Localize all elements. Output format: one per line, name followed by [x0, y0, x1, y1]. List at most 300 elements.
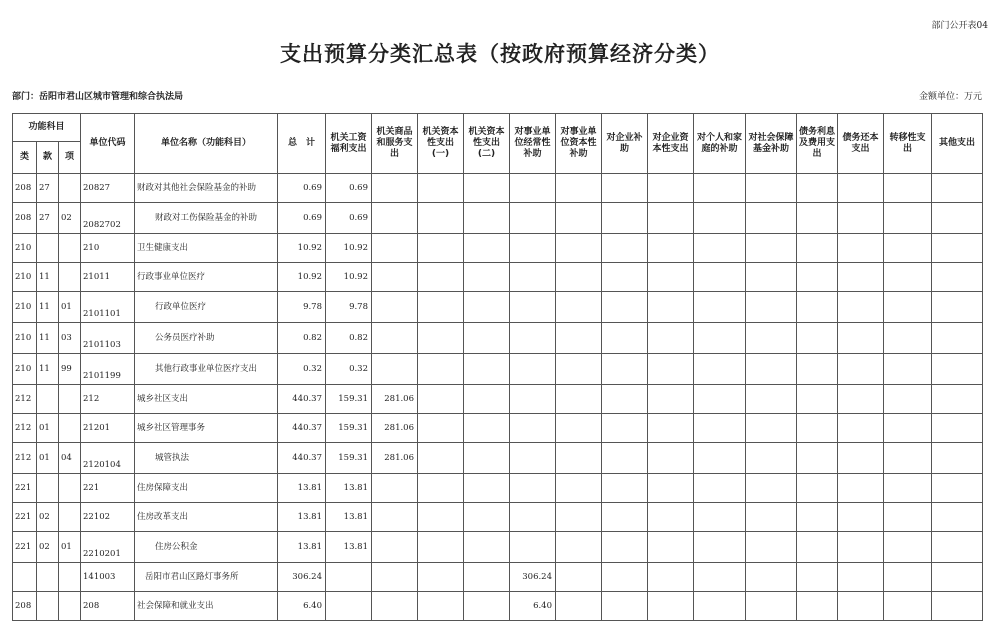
cell-col-14	[932, 385, 983, 414]
header-col-2: 机关商品和服务支出	[372, 114, 418, 174]
cell-col-2	[372, 563, 418, 592]
cell-unit-name: 城乡社区管理事务	[135, 414, 278, 443]
cell-unit-code: 2101101	[81, 292, 135, 323]
cell-kuan: 01	[37, 414, 59, 443]
cell-col-12	[838, 263, 884, 292]
cell-col-4	[464, 174, 510, 203]
cell-col-10	[746, 443, 797, 474]
header-unit-code: 单位代码	[81, 114, 135, 174]
cell-unit-name: 其他行政事业单位医疗支出	[135, 354, 278, 385]
cell-total: 306.24	[278, 563, 326, 592]
cell-xiang	[59, 234, 81, 263]
cell-xiang: 03	[59, 323, 81, 354]
cell-kuan	[37, 474, 59, 503]
cell-total: 10.92	[278, 234, 326, 263]
header-col-5: 对事业单位经常性补助	[510, 114, 556, 174]
cell-col-14	[932, 203, 983, 234]
cell-col-3	[418, 443, 464, 474]
cell-unit-code: 2082702	[81, 203, 135, 234]
cell-col-13	[884, 174, 932, 203]
cell-col-11	[797, 503, 838, 532]
cell-unit-name: 社会保障和就业支出	[135, 592, 278, 621]
cell-col-8	[648, 234, 694, 263]
cell-xiang	[59, 474, 81, 503]
cell-col-9	[694, 234, 746, 263]
cell-col-3	[418, 532, 464, 563]
cell-col-4	[464, 203, 510, 234]
cell-xiang	[59, 414, 81, 443]
cell-col-11	[797, 563, 838, 592]
cell-col-9	[694, 503, 746, 532]
cell-col-3	[418, 385, 464, 414]
cell-col-8	[648, 354, 694, 385]
cell-col-1: 0.69	[326, 203, 372, 234]
cell-col-13	[884, 474, 932, 503]
cell-xiang	[59, 563, 81, 592]
header-col-8: 对企业资本性支出	[648, 114, 694, 174]
cell-col-10	[746, 385, 797, 414]
cell-col-7	[602, 203, 648, 234]
cell-col-11	[797, 203, 838, 234]
cell-col-1: 13.81	[326, 503, 372, 532]
cell-col-10	[746, 474, 797, 503]
cell-col-2	[372, 532, 418, 563]
cell-col-13	[884, 354, 932, 385]
cell-col-12	[838, 414, 884, 443]
cell-col-7	[602, 563, 648, 592]
cell-col-8	[648, 474, 694, 503]
cell-col-7	[602, 414, 648, 443]
cell-kuan: 11	[37, 292, 59, 323]
table-body	[13, 174, 983, 621]
cell-col-9	[694, 292, 746, 323]
cell-unit-name: 公务员医疗补助	[135, 323, 278, 354]
cell-col-8	[648, 443, 694, 474]
cell-kuan	[37, 592, 59, 621]
cell-col-3	[418, 234, 464, 263]
cell-col-1	[326, 592, 372, 621]
cell-total: 0.69	[278, 174, 326, 203]
cell-col-1: 9.78	[326, 292, 372, 323]
header-lei: 类	[13, 142, 37, 174]
cell-col-1	[326, 563, 372, 592]
cell-col-7	[602, 474, 648, 503]
cell-col-10	[746, 292, 797, 323]
cell-col-4	[464, 292, 510, 323]
cell-col-4	[464, 234, 510, 263]
cell-col-2	[372, 203, 418, 234]
cell-col-4	[464, 503, 510, 532]
cell-col-7	[602, 174, 648, 203]
budget-table	[12, 113, 983, 621]
cell-kuan: 11	[37, 323, 59, 354]
cell-col-12	[838, 443, 884, 474]
cell-kuan: 11	[37, 354, 59, 385]
department-label: 部门：岳阳市君山区城市管理和综合执法局	[12, 92, 184, 102]
cell-col-14	[932, 474, 983, 503]
header-col-3: 机关资本性支出(一)	[418, 114, 464, 174]
cell-col-8	[648, 292, 694, 323]
cell-total: 10.92	[278, 263, 326, 292]
cell-unit-name: 行政单位医疗	[135, 292, 278, 323]
cell-lei: 212	[13, 385, 37, 414]
cell-kuan	[37, 385, 59, 414]
cell-col-5	[510, 443, 556, 474]
cell-total: 0.82	[278, 323, 326, 354]
cell-unit-name: 财政对其他社会保险基金的补助	[135, 174, 278, 203]
cell-lei: 221	[13, 532, 37, 563]
cell-col-8	[648, 563, 694, 592]
cell-col-4	[464, 263, 510, 292]
cell-col-4	[464, 414, 510, 443]
cell-unit-name: 卫生健康支出	[135, 234, 278, 263]
table-row	[13, 234, 983, 263]
cell-col-2	[372, 263, 418, 292]
table-row	[13, 385, 983, 414]
cell-col-1: 0.82	[326, 323, 372, 354]
cell-col-9	[694, 263, 746, 292]
cell-col-4	[464, 532, 510, 563]
cell-unit-code: 210	[81, 234, 135, 263]
cell-unit-code: 208	[81, 592, 135, 621]
cell-col-7	[602, 385, 648, 414]
cell-col-13	[884, 532, 932, 563]
cell-unit-code: 221	[81, 474, 135, 503]
cell-col-10	[746, 174, 797, 203]
cell-col-14	[932, 443, 983, 474]
cell-unit-name: 住房保障支出	[135, 474, 278, 503]
cell-col-6	[556, 203, 602, 234]
cell-col-10	[746, 263, 797, 292]
cell-unit-name: 岳阳市君山区路灯事务所	[135, 563, 278, 592]
cell-col-14	[932, 414, 983, 443]
cell-col-5	[510, 354, 556, 385]
cell-col-11	[797, 292, 838, 323]
table-row	[13, 503, 983, 532]
cell-total: 9.78	[278, 292, 326, 323]
cell-col-14	[932, 592, 983, 621]
cell-unit-code: 141003	[81, 563, 135, 592]
cell-col-13	[884, 263, 932, 292]
cell-col-11	[797, 354, 838, 385]
cell-col-3	[418, 203, 464, 234]
cell-unit-code: 21011	[81, 263, 135, 292]
cell-kuan: 02	[37, 503, 59, 532]
cell-col-14	[932, 354, 983, 385]
cell-unit-name: 行政事业单位医疗	[135, 263, 278, 292]
cell-col-14	[932, 323, 983, 354]
cell-col-8	[648, 263, 694, 292]
cell-lei: 208	[13, 174, 37, 203]
cell-col-5	[510, 263, 556, 292]
cell-lei: 221	[13, 474, 37, 503]
cell-xiang: 01	[59, 532, 81, 563]
cell-col-10	[746, 203, 797, 234]
cell-col-12	[838, 292, 884, 323]
cell-unit-code: 212	[81, 385, 135, 414]
cell-col-6	[556, 532, 602, 563]
cell-col-3	[418, 592, 464, 621]
cell-col-1: 0.32	[326, 354, 372, 385]
cell-col-6	[556, 474, 602, 503]
cell-xiang	[59, 174, 81, 203]
header-col-7: 对企业补助	[602, 114, 648, 174]
cell-col-11	[797, 234, 838, 263]
cell-col-3	[418, 474, 464, 503]
cell-col-3	[418, 263, 464, 292]
cell-col-14	[932, 292, 983, 323]
cell-kuan: 11	[37, 263, 59, 292]
cell-total: 13.81	[278, 474, 326, 503]
cell-col-6	[556, 354, 602, 385]
cell-col-2	[372, 592, 418, 621]
cell-total: 440.37	[278, 385, 326, 414]
cell-col-1: 159.31	[326, 414, 372, 443]
cell-col-3	[418, 414, 464, 443]
header-col-1: 机关工资福利支出	[326, 114, 372, 174]
cell-lei: 210	[13, 354, 37, 385]
cell-col-7	[602, 354, 648, 385]
cell-col-7	[602, 234, 648, 263]
page-title: 支出预算分类汇总表（按政府预算经济分类）	[280, 41, 720, 66]
cell-xiang	[59, 592, 81, 621]
cell-unit-code: 20827	[81, 174, 135, 203]
cell-col-9	[694, 354, 746, 385]
cell-unit-code: 2120104	[81, 443, 135, 474]
cell-col-8	[648, 592, 694, 621]
cell-lei: 210	[13, 292, 37, 323]
cell-col-12	[838, 503, 884, 532]
cell-col-13	[884, 292, 932, 323]
cell-col-12	[838, 354, 884, 385]
cell-lei: 208	[13, 203, 37, 234]
header-col-6: 对事业单位资本性补助	[556, 114, 602, 174]
cell-col-11	[797, 414, 838, 443]
cell-col-5	[510, 532, 556, 563]
table-row	[13, 354, 983, 385]
table-row	[13, 443, 983, 474]
cell-xiang: 02	[59, 203, 81, 234]
cell-col-7	[602, 323, 648, 354]
cell-col-12	[838, 563, 884, 592]
cell-col-14	[932, 174, 983, 203]
cell-total: 13.81	[278, 532, 326, 563]
cell-col-12	[838, 323, 884, 354]
cell-kuan: 01	[37, 443, 59, 474]
cell-col-5	[510, 292, 556, 323]
cell-lei: 210	[13, 234, 37, 263]
cell-col-13	[884, 592, 932, 621]
cell-col-7	[602, 503, 648, 532]
cell-col-2	[372, 503, 418, 532]
header-col-10: 对社会保障基金补助	[746, 114, 797, 174]
cell-xiang	[59, 503, 81, 532]
cell-col-6	[556, 263, 602, 292]
cell-kuan: 27	[37, 203, 59, 234]
cell-col-5	[510, 203, 556, 234]
cell-col-1: 10.92	[326, 263, 372, 292]
cell-col-4	[464, 592, 510, 621]
cell-col-7	[602, 292, 648, 323]
cell-col-2	[372, 474, 418, 503]
cell-col-3	[418, 174, 464, 203]
cell-col-10	[746, 532, 797, 563]
cell-col-5	[510, 323, 556, 354]
cell-col-1: 159.31	[326, 385, 372, 414]
cell-col-14	[932, 263, 983, 292]
cell-col-14	[932, 563, 983, 592]
cell-col-1: 13.81	[326, 474, 372, 503]
header-col-4: 机关资本性支出(二)	[464, 114, 510, 174]
cell-col-8	[648, 323, 694, 354]
header-col-14: 其他支出	[932, 114, 983, 174]
cell-col-4	[464, 323, 510, 354]
cell-col-14	[932, 234, 983, 263]
cell-lei: 208	[13, 592, 37, 621]
cell-col-6	[556, 292, 602, 323]
table-row	[13, 263, 983, 292]
cell-col-2: 281.06	[372, 385, 418, 414]
cell-col-4	[464, 474, 510, 503]
cell-col-6	[556, 234, 602, 263]
header-total: 总 计	[278, 114, 326, 174]
cell-col-9	[694, 443, 746, 474]
cell-total: 6.40	[278, 592, 326, 621]
cell-unit-code: 2101199	[81, 354, 135, 385]
table-row	[13, 474, 983, 503]
cell-col-12	[838, 592, 884, 621]
header-col-11: 债务利息及费用支出	[797, 114, 838, 174]
cell-col-10	[746, 503, 797, 532]
cell-col-2	[372, 234, 418, 263]
cell-col-6	[556, 592, 602, 621]
cell-col-7	[602, 532, 648, 563]
cell-col-13	[884, 503, 932, 532]
cell-lei: 212	[13, 414, 37, 443]
cell-kuan: 27	[37, 174, 59, 203]
cell-col-3	[418, 323, 464, 354]
cell-col-6	[556, 323, 602, 354]
cell-col-2: 281.06	[372, 414, 418, 443]
cell-col-10	[746, 563, 797, 592]
cell-col-5	[510, 234, 556, 263]
cell-total: 0.32	[278, 354, 326, 385]
table-row	[13, 563, 983, 592]
cell-col-3	[418, 292, 464, 323]
cell-col-9	[694, 385, 746, 414]
cell-lei: 221	[13, 503, 37, 532]
cell-col-5: 306.24	[510, 563, 556, 592]
cell-col-3	[418, 354, 464, 385]
cell-col-5: 6.40	[510, 592, 556, 621]
table-row	[13, 532, 983, 563]
cell-col-13	[884, 323, 932, 354]
cell-xiang	[59, 263, 81, 292]
cell-col-7	[602, 443, 648, 474]
cell-col-8	[648, 503, 694, 532]
cell-col-7	[602, 263, 648, 292]
amount-unit-label: 金额单位：万元	[918, 92, 982, 102]
cell-col-12	[838, 385, 884, 414]
cell-col-11	[797, 532, 838, 563]
cell-unit-code: 2101103	[81, 323, 135, 354]
cell-col-13	[884, 414, 932, 443]
cell-col-12	[838, 174, 884, 203]
cell-col-13	[884, 443, 932, 474]
cell-col-8	[648, 414, 694, 443]
cell-col-9	[694, 323, 746, 354]
cell-col-10	[746, 234, 797, 263]
cell-col-12	[838, 532, 884, 563]
cell-lei: 210	[13, 263, 37, 292]
cell-col-12	[838, 203, 884, 234]
cell-col-4	[464, 443, 510, 474]
cell-col-2	[372, 323, 418, 354]
table-row	[13, 203, 983, 234]
cell-xiang	[59, 385, 81, 414]
cell-col-6	[556, 414, 602, 443]
cell-col-9	[694, 592, 746, 621]
cell-col-5	[510, 474, 556, 503]
cell-col-6	[556, 174, 602, 203]
cell-col-4	[464, 385, 510, 414]
header-col-9: 对个人和家庭的补助	[694, 114, 746, 174]
cell-col-11	[797, 474, 838, 503]
cell-unit-name: 住房公积金	[135, 532, 278, 563]
cell-col-13	[884, 234, 932, 263]
cell-col-10	[746, 323, 797, 354]
cell-col-5	[510, 174, 556, 203]
cell-col-14	[932, 532, 983, 563]
cell-col-13	[884, 203, 932, 234]
cell-kuan	[37, 563, 59, 592]
cell-unit-name: 城乡社区支出	[135, 385, 278, 414]
cell-col-11	[797, 323, 838, 354]
cell-col-1: 0.69	[326, 174, 372, 203]
cell-col-11	[797, 263, 838, 292]
cell-col-5	[510, 414, 556, 443]
cell-col-6	[556, 563, 602, 592]
cell-col-13	[884, 563, 932, 592]
cell-col-10	[746, 354, 797, 385]
cell-col-10	[746, 592, 797, 621]
cell-col-8	[648, 203, 694, 234]
header-xiang: 项	[59, 142, 81, 174]
cell-col-12	[838, 234, 884, 263]
cell-col-2	[372, 292, 418, 323]
cell-xiang: 01	[59, 292, 81, 323]
cell-col-12	[838, 474, 884, 503]
cell-col-9	[694, 563, 746, 592]
cell-unit-name: 住房改革支出	[135, 503, 278, 532]
header-unit-name: 单位名称（功能科目）	[135, 114, 278, 174]
cell-col-2	[372, 174, 418, 203]
table-row	[13, 292, 983, 323]
cell-col-8	[648, 385, 694, 414]
header-col-12: 债务还本支出	[838, 114, 884, 174]
cell-col-7	[602, 592, 648, 621]
cell-unit-code: 22102	[81, 503, 135, 532]
cell-col-11	[797, 385, 838, 414]
cell-xiang: 99	[59, 354, 81, 385]
cell-kuan: 02	[37, 532, 59, 563]
cell-col-9	[694, 532, 746, 563]
header-func-group: 功能科目	[13, 114, 81, 142]
cell-kuan	[37, 234, 59, 263]
table-row	[13, 592, 983, 621]
cell-col-11	[797, 174, 838, 203]
cell-col-11	[797, 592, 838, 621]
